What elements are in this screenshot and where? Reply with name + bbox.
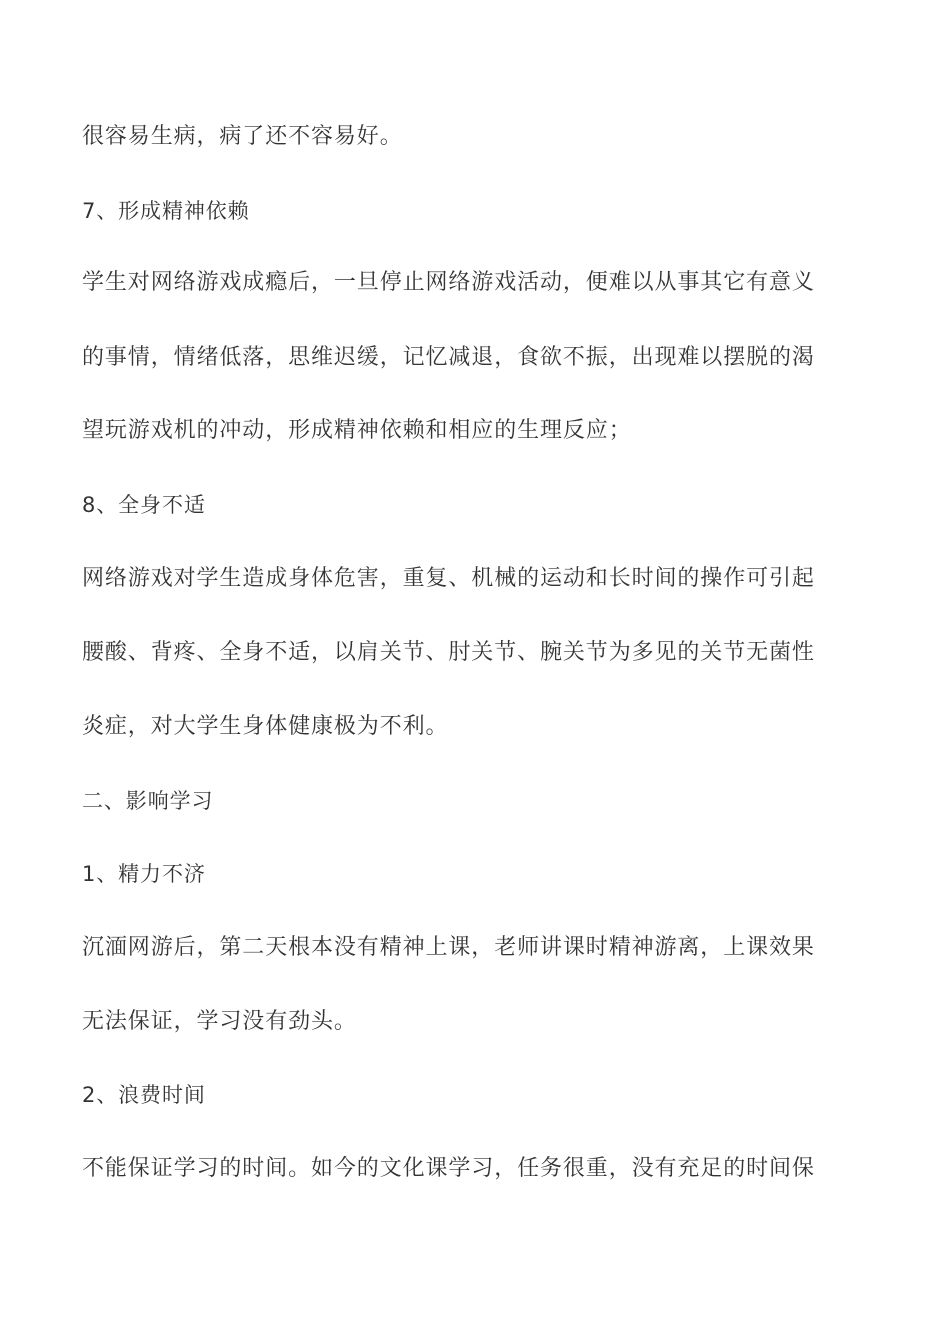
chapter-heading-2: 二、影响学习 (82, 789, 214, 813)
paragraph-line: 无法保证，学习没有劲头。 (82, 1009, 357, 1034)
section-heading-2: 2、浪费时间 (82, 1083, 206, 1107)
paragraph-line: 腰酸、背疼、全身不适，以肩关节、肘关节、腕关节为多见的关节无菌性 (82, 640, 815, 665)
paragraph-line: 网络游戏对学生造成身体危害，重复、机械的运动和长时间的操作可引起 (82, 566, 815, 591)
paragraph-line: 的事情，情绪低落，思维迟缓，记忆减退，食欲不振，出现难以摆脱的渴 (82, 345, 815, 370)
section-heading-1: 1、精力不济 (82, 862, 206, 886)
paragraph-line: 很容易生病，病了还不容易好。 (82, 124, 403, 149)
section-heading-7: 7、形成精神依赖 (82, 199, 250, 223)
paragraph-line: 不能保证学习的时间。如今的文化课学习，任务很重，没有充足的时间保 (82, 1156, 815, 1181)
section-heading-8: 8、全身不适 (82, 493, 206, 517)
paragraph-line: 炎症，对大学生身体健康极为不利。 (82, 714, 449, 739)
paragraph-line: 学生对网络游戏成瘾后，一旦停止网络游戏活动，便难以从事其它有意义 (82, 270, 815, 295)
paragraph-line: 望玩游戏机的冲动，形成精神依赖和相应的生理反应； (82, 418, 632, 443)
paragraph-line: 沉湎网游后，第二天根本没有精神上课，老师讲课时精神游离，上课效果 (82, 935, 815, 960)
